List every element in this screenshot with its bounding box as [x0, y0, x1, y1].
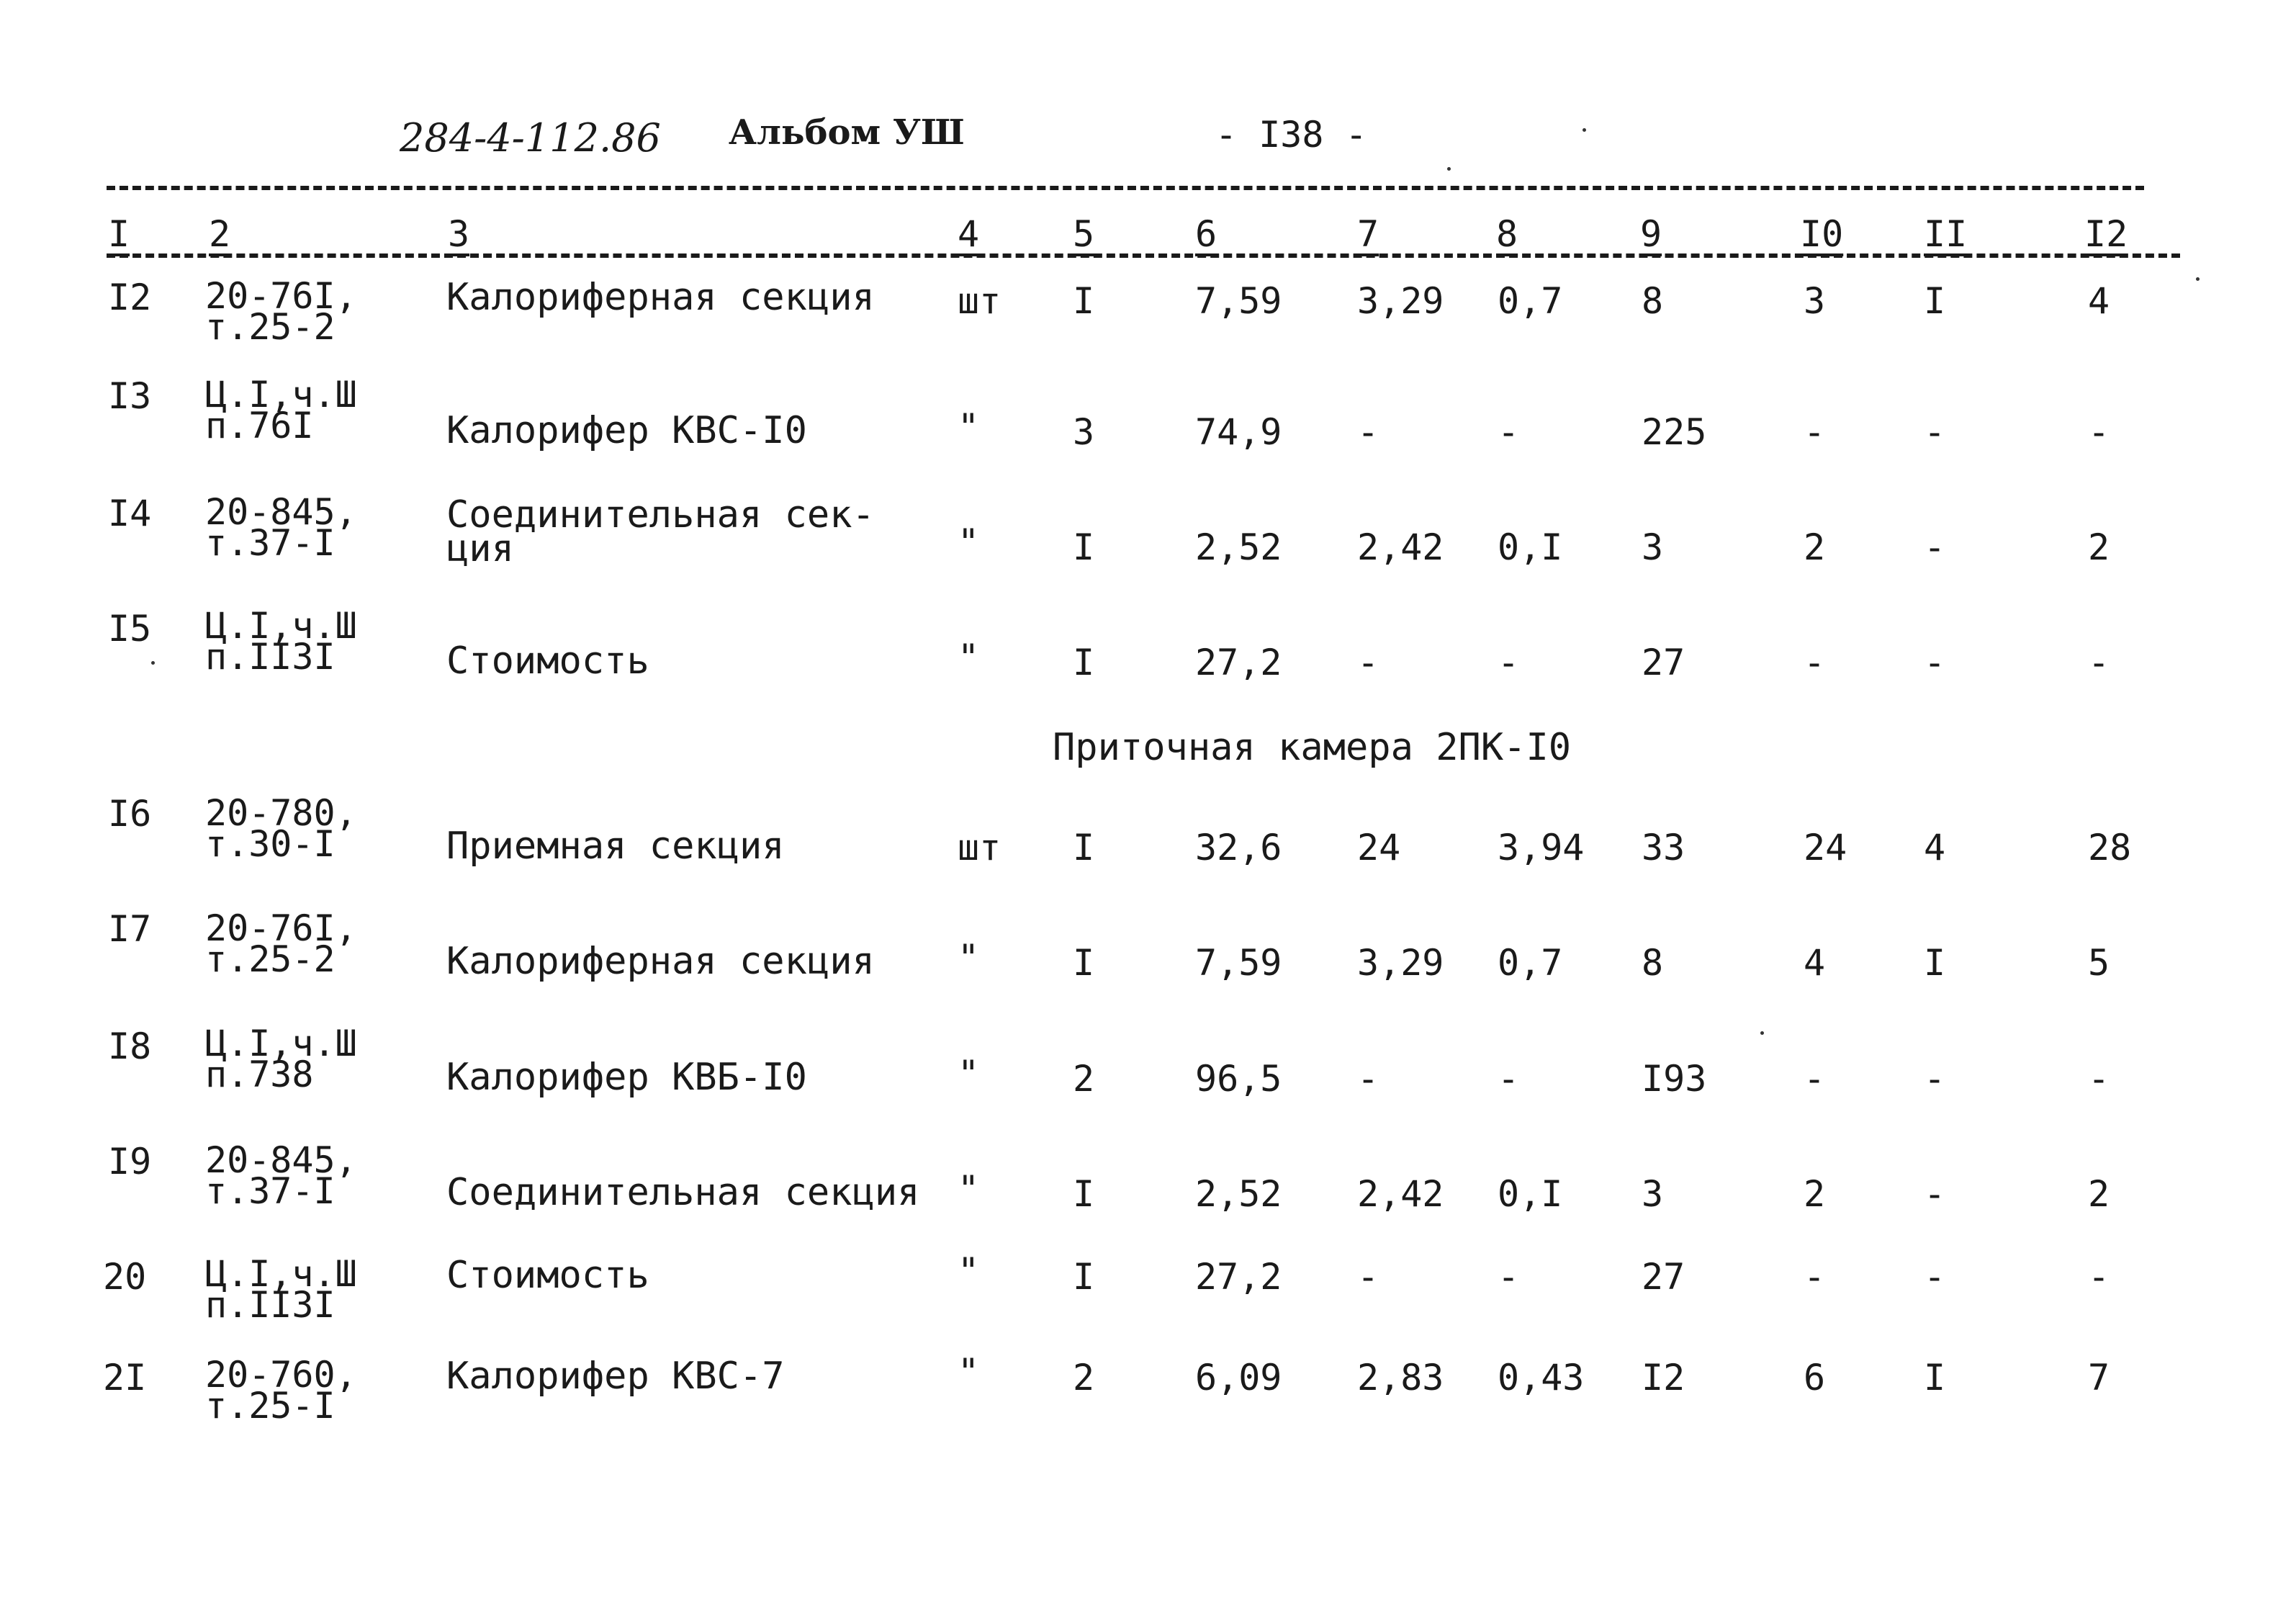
row-col7: - — [1357, 1058, 1379, 1100]
row-col7: - — [1357, 1256, 1379, 1298]
row-unit: " — [958, 1053, 980, 1095]
col-header-5: 5 — [1073, 213, 1095, 255]
row-col12: - — [2088, 411, 2110, 453]
row-col12: 7 — [2088, 1357, 2110, 1399]
row-col11: I — [1924, 1357, 1946, 1399]
row-col6: 7,59 — [1195, 280, 1282, 322]
row-col9: 27 — [1642, 642, 1685, 683]
row-col8: 0,7 — [1498, 280, 1563, 322]
row-col9: 225 — [1642, 411, 1707, 453]
row-col9: I93 — [1642, 1058, 1707, 1100]
row-col8: - — [1498, 1256, 1520, 1298]
col-header-11: II — [1924, 213, 1968, 255]
row-reference: 20-845, т.37-I — [205, 491, 357, 564]
row-col10: - — [1804, 411, 1826, 453]
row-col5: I — [1073, 942, 1095, 984]
col-header-8: 8 — [1496, 213, 1518, 255]
row-reference: 20-780, т.30-I — [205, 792, 357, 865]
row-col8: - — [1498, 411, 1520, 453]
row-name: Калорифер КВС-I0 — [446, 409, 807, 452]
row-col11: - — [1924, 411, 1946, 453]
row-col7: 2,83 — [1357, 1357, 1444, 1399]
row-unit: " — [958, 406, 980, 448]
col-header-9: 9 — [1640, 213, 1662, 255]
row-col6: 96,5 — [1195, 1058, 1282, 1100]
doc-code: 284-4-112.86 — [400, 115, 661, 161]
row-col8: 3,94 — [1498, 827, 1585, 868]
row-col5: I — [1073, 642, 1095, 683]
row-col12: - — [2088, 1058, 2110, 1100]
row-col7: - — [1357, 642, 1379, 683]
row-col8: - — [1498, 1058, 1520, 1100]
row-col5: 3 — [1073, 411, 1095, 453]
row-number: 2I — [103, 1357, 147, 1399]
row-col12: 28 — [2088, 827, 2132, 868]
row-name: Соединительная секция — [446, 1171, 920, 1214]
row-col6: 6,09 — [1195, 1357, 1282, 1399]
row-col5: 2 — [1073, 1058, 1095, 1100]
col-header-2: 2 — [209, 213, 231, 255]
row-number: I9 — [108, 1141, 152, 1182]
column-header-rule — [107, 253, 2180, 258]
row-col7: 3,29 — [1357, 280, 1444, 322]
row-col10: 2 — [1804, 1173, 1826, 1215]
header-rule — [107, 186, 2144, 190]
row-reference: Ц.I,ч.Ш п.II3I — [205, 605, 357, 678]
row-reference: 20-760, т.25-I — [205, 1354, 357, 1427]
row-reference: 20-845, т.37-I — [205, 1139, 357, 1212]
col-header-7: 7 — [1357, 213, 1379, 255]
row-name: Калориферная секция — [446, 276, 875, 319]
row-number: I2 — [108, 277, 152, 318]
row-col10: - — [1804, 1256, 1826, 1298]
row-col11: - — [1924, 642, 1946, 683]
scan-speck — [1760, 1031, 1764, 1035]
section-title: Приточная камера 2ПК-I0 — [1053, 726, 1572, 769]
row-col8: 0,I — [1498, 526, 1563, 568]
row-number: I5 — [108, 608, 152, 650]
row-col6: 27,2 — [1195, 1256, 1282, 1298]
row-number: 20 — [103, 1256, 147, 1298]
row-number: I6 — [108, 793, 152, 835]
row-unit: " — [958, 637, 980, 678]
row-col9: 8 — [1642, 942, 1664, 984]
row-col11: I — [1924, 942, 1946, 984]
row-unit: шт — [958, 280, 1001, 322]
row-col11: - — [1924, 1058, 1946, 1100]
row-name: Калориферная секция — [446, 940, 875, 983]
row-reference: Ц.I,ч.Ш п.II3I — [205, 1253, 357, 1326]
row-reference: Ц.I,ч.Ш п.76I — [205, 374, 357, 446]
row-col5: I — [1073, 1173, 1095, 1215]
row-col10: - — [1804, 642, 1826, 683]
col-header-3: 3 — [448, 213, 470, 255]
row-number: I7 — [108, 908, 152, 950]
row-col7: 2,42 — [1357, 1173, 1444, 1215]
row-col8: 0,I — [1498, 1173, 1563, 1215]
scan-speck — [151, 661, 155, 665]
row-name: Калорифер КВС-7 — [446, 1355, 785, 1398]
row-name: Соединительная сек- ция — [446, 493, 875, 570]
row-col11: - — [1924, 1173, 1946, 1215]
row-col5: I — [1073, 280, 1095, 322]
row-col5: I — [1073, 526, 1095, 568]
row-unit: " — [958, 1250, 980, 1292]
row-col10: 24 — [1804, 827, 1847, 868]
row-unit: " — [958, 1168, 980, 1210]
row-unit: " — [958, 521, 980, 563]
album-label: Альбом УШ — [729, 112, 965, 153]
row-col11: 4 — [1924, 827, 1946, 868]
row-col12: 2 — [2088, 526, 2110, 568]
row-col9: 3 — [1642, 1173, 1664, 1215]
col-header-10: I0 — [1800, 213, 1844, 255]
row-col10: 2 — [1804, 526, 1826, 568]
col-header-12: I2 — [2084, 213, 2128, 255]
col-header-1: I — [108, 213, 130, 255]
row-col12: - — [2088, 1256, 2110, 1298]
col-header-6: 6 — [1195, 213, 1217, 255]
row-reference: Ц.I,ч.Ш п.738 — [205, 1023, 357, 1095]
row-col9: 3 — [1642, 526, 1664, 568]
row-number: I8 — [108, 1025, 152, 1067]
row-unit: " — [958, 1351, 980, 1393]
row-col7: 24 — [1357, 827, 1401, 868]
row-col11: - — [1924, 526, 1946, 568]
scan-speck — [1583, 128, 1586, 132]
row-col10: 4 — [1804, 942, 1826, 984]
row-col8: 0,43 — [1498, 1357, 1585, 1399]
row-col12: - — [2088, 642, 2110, 683]
row-col6: 27,2 — [1195, 642, 1282, 683]
row-col6: 32,6 — [1195, 827, 1282, 868]
row-col6: 2,52 — [1195, 1173, 1282, 1215]
row-name: Стоимость — [446, 639, 649, 683]
row-col10: 3 — [1804, 280, 1826, 322]
row-col10: - — [1804, 1058, 1826, 1100]
row-col6: 7,59 — [1195, 942, 1282, 984]
row-number: I3 — [108, 375, 152, 417]
row-col6: 2,52 — [1195, 526, 1282, 568]
row-col7: - — [1357, 411, 1379, 453]
scan-speck — [2196, 277, 2200, 281]
row-col12: 2 — [2088, 1173, 2110, 1215]
row-name: Стоимость — [446, 1254, 649, 1297]
row-col9: I2 — [1642, 1357, 1685, 1399]
row-col11: I — [1924, 280, 1946, 322]
row-col12: 5 — [2088, 942, 2110, 984]
row-number: I4 — [108, 493, 152, 534]
row-col5: I — [1073, 1256, 1095, 1298]
row-unit: шт — [958, 827, 1001, 868]
row-name: Приемная секция — [446, 825, 785, 868]
row-col8: 0,7 — [1498, 942, 1563, 984]
row-reference: 20-76I, т.25-2 — [205, 907, 357, 980]
row-unit: " — [958, 937, 980, 979]
row-col8: - — [1498, 642, 1520, 683]
row-col9: 27 — [1642, 1256, 1685, 1298]
row-col7: 2,42 — [1357, 526, 1444, 568]
row-col11: - — [1924, 1256, 1946, 1298]
row-col12: 4 — [2088, 280, 2110, 322]
page-number: - I38 - — [1215, 114, 1367, 156]
row-col5: I — [1073, 827, 1095, 868]
row-name: Калорифер КВБ-I0 — [446, 1056, 807, 1099]
row-col7: 3,29 — [1357, 942, 1444, 984]
row-col6: 74,9 — [1195, 411, 1282, 453]
row-reference: 20-76I, т.25-2 — [205, 275, 357, 348]
row-col9: 33 — [1642, 827, 1685, 868]
row-col9: 8 — [1642, 280, 1664, 322]
scan-speck — [1447, 167, 1451, 171]
col-header-4: 4 — [958, 213, 980, 255]
row-col10: 6 — [1804, 1357, 1826, 1399]
row-col5: 2 — [1073, 1357, 1095, 1399]
